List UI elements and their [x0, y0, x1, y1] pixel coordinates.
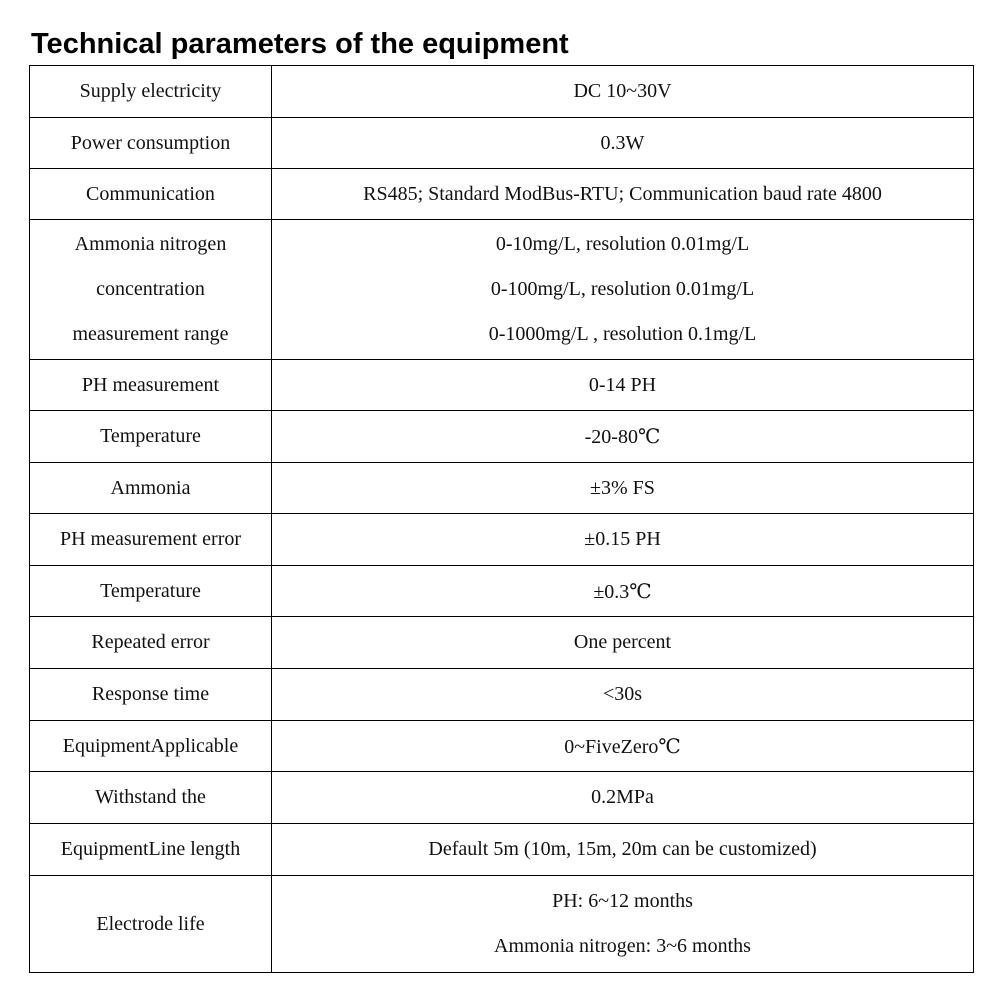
value-cell [272, 169, 974, 220]
param-cell [30, 824, 272, 876]
value-cell-text: ±0.3℃ [593, 580, 652, 603]
value-cell [272, 566, 974, 617]
value-cell [272, 721, 974, 772]
param-cell-text: Withstand the [95, 786, 206, 808]
param-cell-text: EquipmentLine length [60, 838, 241, 860]
param-cell [30, 411, 272, 463]
value-cell-text: 0-14 PH [588, 373, 657, 396]
table-row [30, 169, 974, 220]
table-row [30, 772, 974, 824]
param-cell-text: EquipmentApplicable [62, 734, 239, 757]
param-cell-text: PH measurement [81, 373, 220, 396]
value-cell-text: One percent [573, 631, 672, 653]
table-row [30, 411, 974, 463]
param-cell [30, 876, 272, 973]
value-cell-text: 0-100mg/L, resolution 0.01mg/L [490, 278, 755, 300]
param-cell [30, 463, 272, 514]
value-cell [272, 772, 974, 824]
value-cell [272, 876, 974, 973]
value-cell [272, 411, 974, 463]
param-cell [30, 66, 272, 118]
table-row [30, 824, 974, 876]
param-cell-text: Supply electricity [79, 80, 222, 102]
spec-table [29, 65, 974, 973]
param-cell-text: measurement range [72, 323, 229, 345]
param-cell [30, 721, 272, 772]
param-cell-text: Temperature [100, 579, 201, 602]
table-row [30, 617, 974, 669]
spec-table-body [30, 66, 974, 973]
value-cell-text: 0.2MPa [591, 786, 654, 808]
param-cell [30, 118, 272, 169]
value-cell [272, 360, 974, 411]
param-cell [30, 566, 272, 617]
value-cell [272, 463, 974, 514]
param-cell [30, 514, 272, 566]
param-cell [30, 617, 272, 669]
value-cell-text: Default 5m (10m, 15m, 20m can be customized) [428, 838, 817, 860]
value-cell [272, 669, 974, 721]
value-cell-text: 0.3W [600, 131, 645, 154]
param-cell-text: Electrode life [96, 912, 205, 935]
value-cell [272, 66, 974, 118]
value-cell [272, 118, 974, 169]
table-row [30, 876, 974, 973]
value-cell-text: ±3% FS [590, 476, 655, 499]
value-cell-text: ±0.15 PH [584, 528, 661, 550]
table-row [30, 360, 974, 411]
value-cell [272, 514, 974, 566]
param-cell [30, 360, 272, 411]
value-cell [272, 220, 974, 360]
table-row [30, 514, 974, 566]
param-cell-text: Communication [86, 182, 215, 205]
value-cell-text: <30s [602, 683, 643, 705]
param-cell-text: Power consumption [70, 131, 231, 154]
param-cell-text: Temperature [100, 425, 201, 447]
value-cell-text: RS485; Standard ModBus-RTU; Communication baud rate 4800 [363, 182, 882, 205]
value-cell-text: Ammonia nitrogen: 3~6 months [494, 935, 751, 957]
param-cell-text: concentration [96, 278, 205, 300]
param-cell [30, 669, 272, 721]
table-row [30, 220, 974, 360]
param-cell-text: Response time [91, 683, 210, 705]
value-cell-text: PH: 6~12 months [552, 890, 693, 912]
table-row [30, 66, 974, 118]
param-cell-text: Repeated error [91, 631, 210, 653]
table-row [30, 566, 974, 617]
table-row [30, 721, 974, 772]
value-cell [272, 617, 974, 669]
param-cell-text: Ammonia [110, 476, 191, 499]
value-cell [272, 824, 974, 876]
value-cell-text: -20-80℃ [584, 426, 661, 448]
value-cell-text: 0-10mg/L, resolution 0.01mg/L [495, 233, 750, 255]
param-cell [30, 772, 272, 824]
value-cell-text: DC 10~30V [573, 80, 672, 102]
param-cell [30, 169, 272, 220]
table-row [30, 669, 974, 721]
value-cell-text: 0-1000mg/L , resolution 0.1mg/L [488, 323, 757, 345]
table-row [30, 118, 974, 169]
table-row [30, 463, 974, 514]
param-cell-text: PH measurement error [59, 528, 242, 550]
value-cell-text: 0~FiveZero℃ [564, 735, 681, 758]
param-cell-text: Ammonia nitrogen [74, 233, 227, 255]
param-cell [30, 220, 272, 360]
page-title: Technical parameters of the equipment [31, 28, 569, 60]
